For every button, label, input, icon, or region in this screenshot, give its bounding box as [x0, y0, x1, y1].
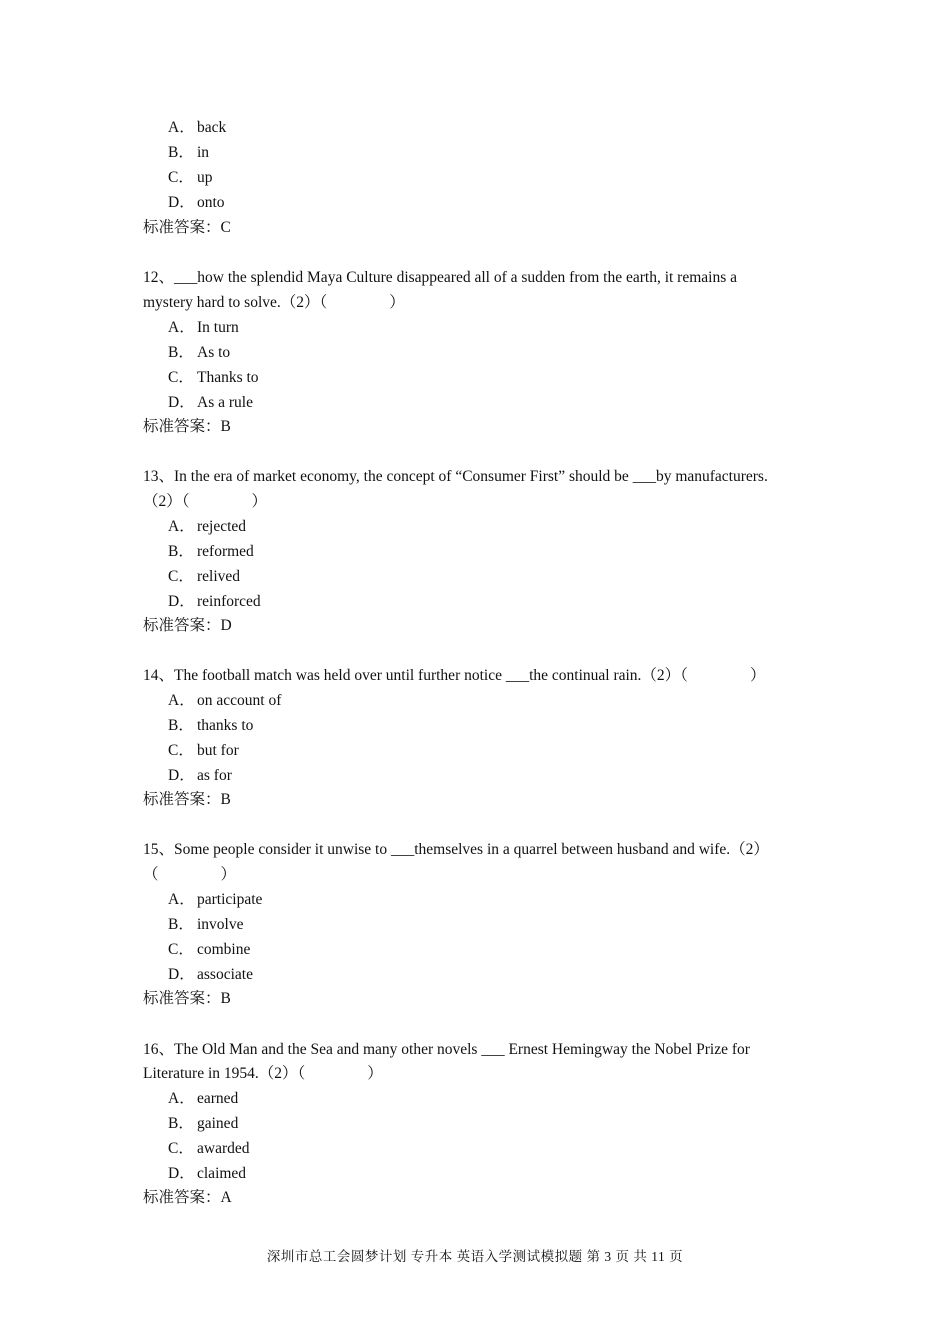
option-d: D． onto [168, 194, 225, 211]
option-a: A． back [168, 119, 227, 136]
question-text: 16、The Old Man and the Sea and many other novels ___ Ernest Hemingway the Nobel Prize for [143, 1041, 750, 1058]
option-b: B． As to [168, 344, 231, 361]
option-a: A． In turn [168, 319, 239, 336]
option-c: C． Thanks to [168, 369, 259, 386]
page-footer: 深圳市总工会圆梦计划 专升本 英语入学测试模拟题 第 3 页 共 11 页 [266, 1249, 684, 1264]
option-a: A． participate [168, 891, 263, 908]
option-b: B． gained [168, 1115, 239, 1132]
option-d: D． as for [168, 767, 232, 784]
option-b: B． involve [168, 916, 244, 933]
option-c: C． up [168, 169, 213, 186]
option-a: A． on account of [168, 692, 282, 709]
standard-answer: 标准答案：B [143, 791, 231, 808]
option-c: C． but for [168, 742, 239, 759]
question-text: （2）（ ） [143, 493, 268, 510]
option-d: D． associate [168, 966, 253, 983]
option-d: D． reinforced [168, 593, 261, 610]
option-b: B． reformed [168, 543, 254, 560]
option-c: C． relived [168, 568, 241, 585]
standard-answer: 标准答案：A [143, 1189, 232, 1206]
option-c: C． combine [168, 941, 251, 958]
question-text: 14、The football match was held over until further notice ___the continual rain.（2）（ ） [143, 667, 766, 684]
standard-answer: 标准答案：B [143, 418, 231, 435]
question-text: 15、Some people consider it unwise to ___themselves in a quarrel between husband and wife.（2） [143, 841, 769, 858]
option-b: B． thanks to [168, 717, 254, 734]
question-text: 12、___how the splendid Maya Culture disappeared all of a sudden from the earth, it remains a [143, 269, 738, 286]
option-d: D． As a rule [168, 394, 253, 411]
option-b: B． in [168, 144, 210, 161]
option-d: D． claimed [168, 1165, 247, 1182]
option-a: A． earned [168, 1090, 239, 1107]
standard-answer: 标准答案：B [143, 990, 231, 1007]
question-text: 13、In the era of market economy, the concept of “Consumer First” should be ___by manufacturers. [143, 468, 768, 485]
question-text: （ ） [143, 866, 237, 883]
standard-answer: 标准答案：C [143, 219, 231, 236]
question-text: mystery hard to solve.（2）（ ） [143, 294, 405, 311]
question-text: Literature in 1954.（2）（ ） [143, 1065, 383, 1082]
option-a: A． rejected [168, 518, 247, 535]
standard-answer: 标准答案：D [143, 617, 232, 634]
option-c: C． awarded [168, 1140, 250, 1157]
